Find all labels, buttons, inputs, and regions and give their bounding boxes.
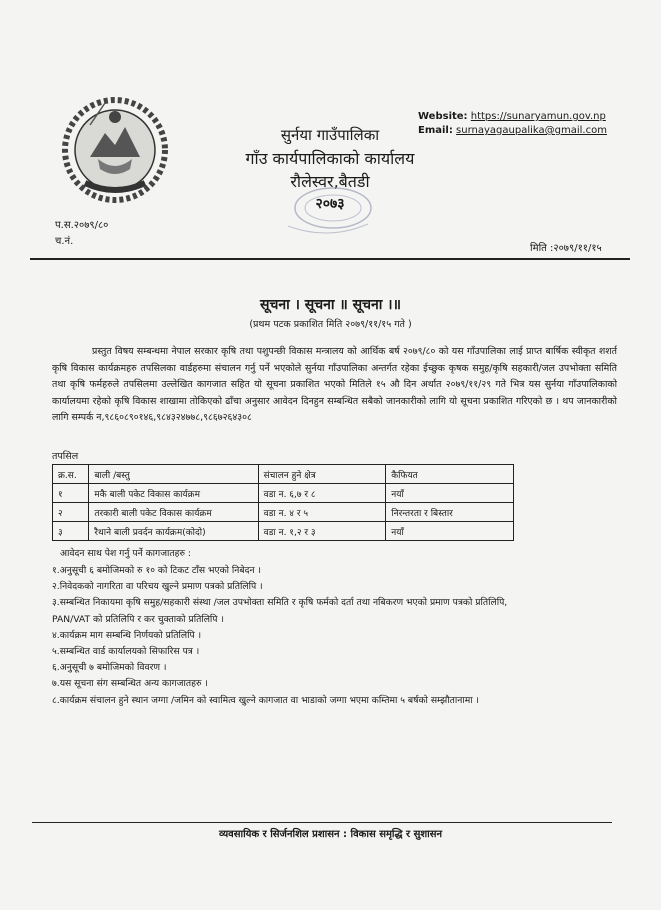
footer-divider <box>32 822 612 823</box>
office-name: गाँउ कार्यपालिकाको कार्यालय <box>245 149 415 168</box>
table-cell: नयाँ <box>386 522 514 541</box>
table-cell: २ <box>53 503 89 522</box>
table-cell: ३ <box>53 522 89 541</box>
list-item: ८.कार्यक्रम संचालन हुने स्थान जग्गा /जमिन को स्वामित्व खुल्ने कागजात वा भाडाको जग्गा भएमा कम्तिमा ५ बर्षको सम्झौतानामा । <box>52 694 479 706</box>
list-item: ५.सम्बन्धित वार्ड कार्यालयको सिफारिस पत्र । <box>52 646 200 658</box>
reference-block <box>55 218 108 250</box>
table-row <box>53 484 514 503</box>
dispatch-number: च.नं. <box>55 236 74 247</box>
table-cell: वडा न. १,२ र ३ <box>258 522 386 541</box>
notice-title: सूचना । सूचना ॥ सूचना ।॥ <box>259 297 401 313</box>
table-cell: निरन्तरता र बिस्तार <box>386 503 514 522</box>
required-documents <box>52 545 622 709</box>
list-item: PAN/VAT को प्रतिलिपि र कर चुक्ताको प्रतिलिपि । <box>52 613 224 625</box>
table-cell: १ <box>53 484 89 503</box>
list-item: ३.सम्बन्धित निकायमा कृषि समुह/सहकारी संस्था /जल उपभोक्ता समिति र कृषि फर्मको दर्ता तथा नबिकरण भएको प्रमाण पत्रको प्रतिलिपि, <box>52 597 508 609</box>
table-cell: रैथाने बाली प्रवर्दन कार्यक्रम(कोदो) <box>89 522 258 541</box>
list-item: २.निवेदकको नागरिता वा परिचय खुल्ने प्रमाण पत्रको प्रतिलिपि । <box>52 581 263 593</box>
list-item: १.अनुसूची ६ बमोजिमको रु १० को टिकट टाँस भएको निबेदन । <box>52 565 262 576</box>
email-label: Email: <box>418 125 453 136</box>
table-cell: नयाँ <box>386 484 514 503</box>
table-cell: वडा न. ६,७ र ८ <box>258 484 386 503</box>
footer-slogan: व्यवसायिक र सिर्जनशिल प्रशासन : विकास समृद्धि र सुशासन <box>218 829 443 840</box>
office-stamp-icon <box>268 186 378 246</box>
website-label: Website: <box>418 111 468 122</box>
table-cell: तरकारी बाली पकेट विकास कार्यक्रम <box>89 503 258 522</box>
nepal-emblem-icon <box>60 95 170 205</box>
table-cell: मकै बाली पकेट विकास कार्यक्रम <box>89 484 258 503</box>
column-header-area: संचालन हुने क्षेत्र <box>258 465 386 484</box>
contact-block <box>418 110 607 138</box>
header-divider <box>30 258 630 260</box>
details-label: तपसिल <box>52 451 79 462</box>
reference-number: प.स.२०७९/८० <box>55 220 109 231</box>
documents-intro: आवेदन साथ पेश गर्नु पर्ने कागजातहरु : <box>60 548 192 559</box>
email-link[interactable]: surnayagaupalika@gmail.com <box>456 125 607 136</box>
list-item: ४.कार्यक्रम माग सम्बन्धि निर्णयको प्रतिलिपि । <box>52 629 202 641</box>
table-row <box>53 522 514 541</box>
office-address: रौलेस्वर,बैतडी <box>290 172 370 191</box>
list-item: ६.अनुसूची ७ बमोजिमको विवरण । <box>52 662 167 674</box>
table-row <box>53 503 514 522</box>
notice-subtitle: (प्रथम पटक प्रकाशित मिति २०७९/११/१५ गते ) <box>249 319 412 330</box>
column-header-serial: क्र.स. <box>53 465 89 484</box>
table-cell: वडा न. ४ र ५ <box>258 503 386 522</box>
notice-body: प्रस्तुत विषय सम्बन्धमा नेपाल सरकार कृषि तथा पशुपन्छी विकास मन्त्रालय को आर्थिक बर्ष २०७९/८० को यस गाँउपालिका लाई प्राप्त बार्षिक स्वीकृत शशर्त कृषि विकास कार्यक्रमहरु तपसिलका वार्डहरुमा संचालन गर्नु पर्ने भएकोले सुर्नया गाँउपालिका अन्तर्गत रहेका ईच्छुक कृषक समुह/कृषि सहकारी/जल उपभोक्ता समिति तथा कृषि फर्महरुले तपसिलमा उल्लेखित कागजात सहित यो सूचना प्रकाशित भएको मितिले १५ औ दिन अर्थात २०७९/११/२९ गते भित्र यस सुर्नया गाँउपालिकाको कार्यालयमा रहेको कृषि विकास शाखामा तोकिएको ढाँचा अनुसार आवेदन दिनहुन सम्बन्धित सबैको जानकारीको लागि यो सूचना प्रकाशित गरिएको छ । थप जानकारीको लागि सम्पर्क न,९८६०८९०१४६,९८४३२४७७८,९८६७२६४३०८ <box>52 346 617 423</box>
table-header-row <box>53 465 514 484</box>
municipality-name: सुर्नया गाउँपालिका <box>280 126 380 144</box>
column-header-crop: बाली /बस्तु <box>89 465 258 484</box>
notice-date: मिति :२०७९/११/१५ <box>530 243 602 254</box>
program-table <box>52 464 514 541</box>
website-link[interactable]: https://sunaryamun.gov.np <box>470 111 606 122</box>
column-header-remarks: कैफियत <box>386 465 514 484</box>
established-year: २०७३ <box>315 196 345 212</box>
list-item: ७.यस सूचना संग सम्बन्धित अन्य कागजातहरु । <box>52 678 208 690</box>
